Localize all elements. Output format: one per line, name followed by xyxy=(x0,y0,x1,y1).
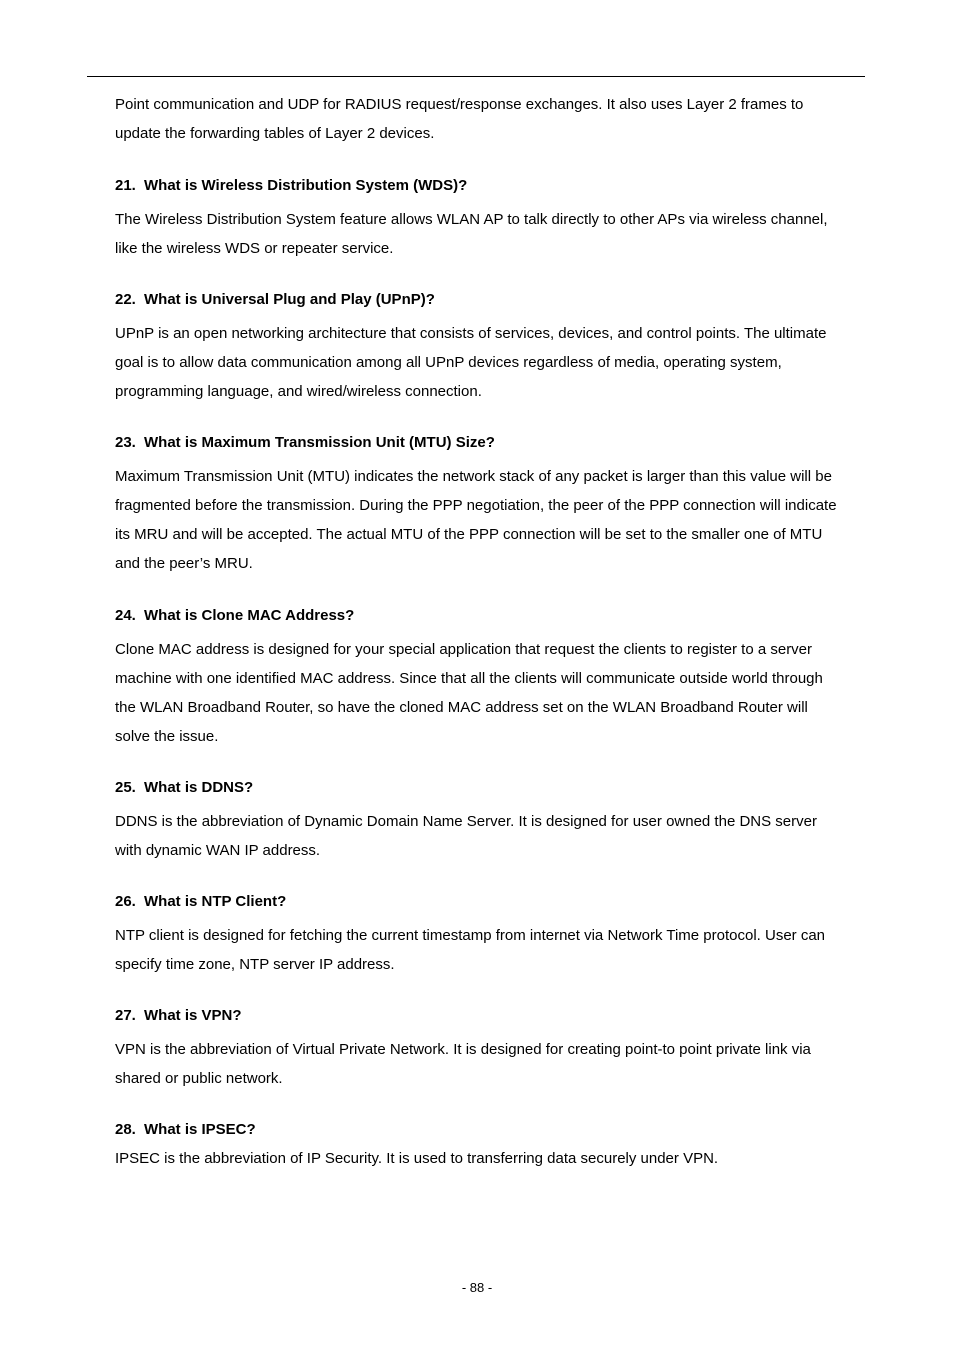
page-number: - 88 - xyxy=(461,1280,493,1295)
question-number: 26. xyxy=(115,893,136,910)
answer-paragraph: Clone MAC address is designed for your special application that request the clients to register to a server machine with one identified MAC address. Since that all the clients will communicate outside world through the WLAN Broadband Router, so have the cloned MAC address set on the WLAN Broadband Router will solve the issue. xyxy=(115,641,823,745)
faq-item xyxy=(115,290,845,406)
question-number: 28. xyxy=(115,1121,136,1138)
question-heading xyxy=(115,1120,845,1140)
faq-item xyxy=(115,176,845,263)
question-number: 24. xyxy=(115,607,136,624)
question-heading xyxy=(115,892,845,912)
question-text: What is VPN? xyxy=(144,1007,242,1024)
answer-paragraph: UPnP is an open networking architecture that consists of services, devices, and control points. The ultimate goal is to allow data communication among all UPnP devices regardless of media, operating system, programming language, and wired/wireless connection. xyxy=(115,325,827,400)
intro-paragraph: Point communication and UDP for RADIUS request/response exchanges. It also uses Layer 2 frames to update the forwarding tables of Layer 2 devices. xyxy=(115,96,804,142)
question-text: What is Universal Plug and Play (UPnP)? xyxy=(144,291,435,308)
answer-paragraph: NTP client is designed for fetching the current timestamp from internet via Network Time protocol. User can specify time zone, NTP server IP address. xyxy=(115,927,826,973)
faq-item xyxy=(115,778,845,865)
answer-paragraph: IPSEC is the abbreviation of IP Security. It is used to transferring data securely under VPN. xyxy=(115,1150,719,1167)
faq-item xyxy=(115,606,845,751)
question-number: 23. xyxy=(115,434,136,451)
question-text: What is Maximum Transmission Unit (MTU) Size? xyxy=(144,434,495,451)
question-number: 22. xyxy=(115,291,136,308)
faq-item xyxy=(115,1006,845,1093)
question-heading xyxy=(115,606,845,626)
faq-item xyxy=(115,1120,845,1173)
question-text: What is IPSEC? xyxy=(144,1121,256,1138)
question-text: What is Clone MAC Address? xyxy=(144,607,355,624)
question-number: 27. xyxy=(115,1007,136,1024)
question-heading xyxy=(115,176,845,196)
faq-item xyxy=(115,433,845,578)
faq-item xyxy=(115,892,845,979)
question-number: 25. xyxy=(115,779,136,796)
header-rule xyxy=(87,76,865,77)
answer-paragraph: The Wireless Distribution System feature allows WLAN AP to talk directly to other APs via wireless channel, like the wireless WDS or repeater service. xyxy=(115,211,828,257)
answer-paragraph: Maximum Transmission Unit (MTU) indicates the network stack of any packet is larger than this value will be fragmented before the transmission. During the PPP negotiation, the peer of the PPP connection will indicate its MRU and will be accepted. The actual MTU of the PPP connection will be set to the smaller one of MTU and the peer’s MRU. xyxy=(115,468,837,572)
answer-paragraph: DDNS is the abbreviation of Dynamic Domain Name Server. It is designed for user owned the DNS server with dynamic WAN IP address. xyxy=(115,813,817,859)
page-content xyxy=(115,90,845,1173)
question-text: What is NTP Client? xyxy=(144,893,287,910)
question-heading xyxy=(115,290,845,310)
answer-paragraph: VPN is the abbreviation of Virtual Private Network. It is designed for creating point-to point private link via shared or public network. xyxy=(115,1041,811,1087)
question-number: 21. xyxy=(115,177,136,194)
question-heading xyxy=(115,778,845,798)
question-heading xyxy=(115,433,845,453)
question-text: What is Wireless Distribution System (WDS)? xyxy=(144,177,468,194)
question-text: What is DDNS? xyxy=(144,779,254,796)
question-heading xyxy=(115,1006,845,1026)
